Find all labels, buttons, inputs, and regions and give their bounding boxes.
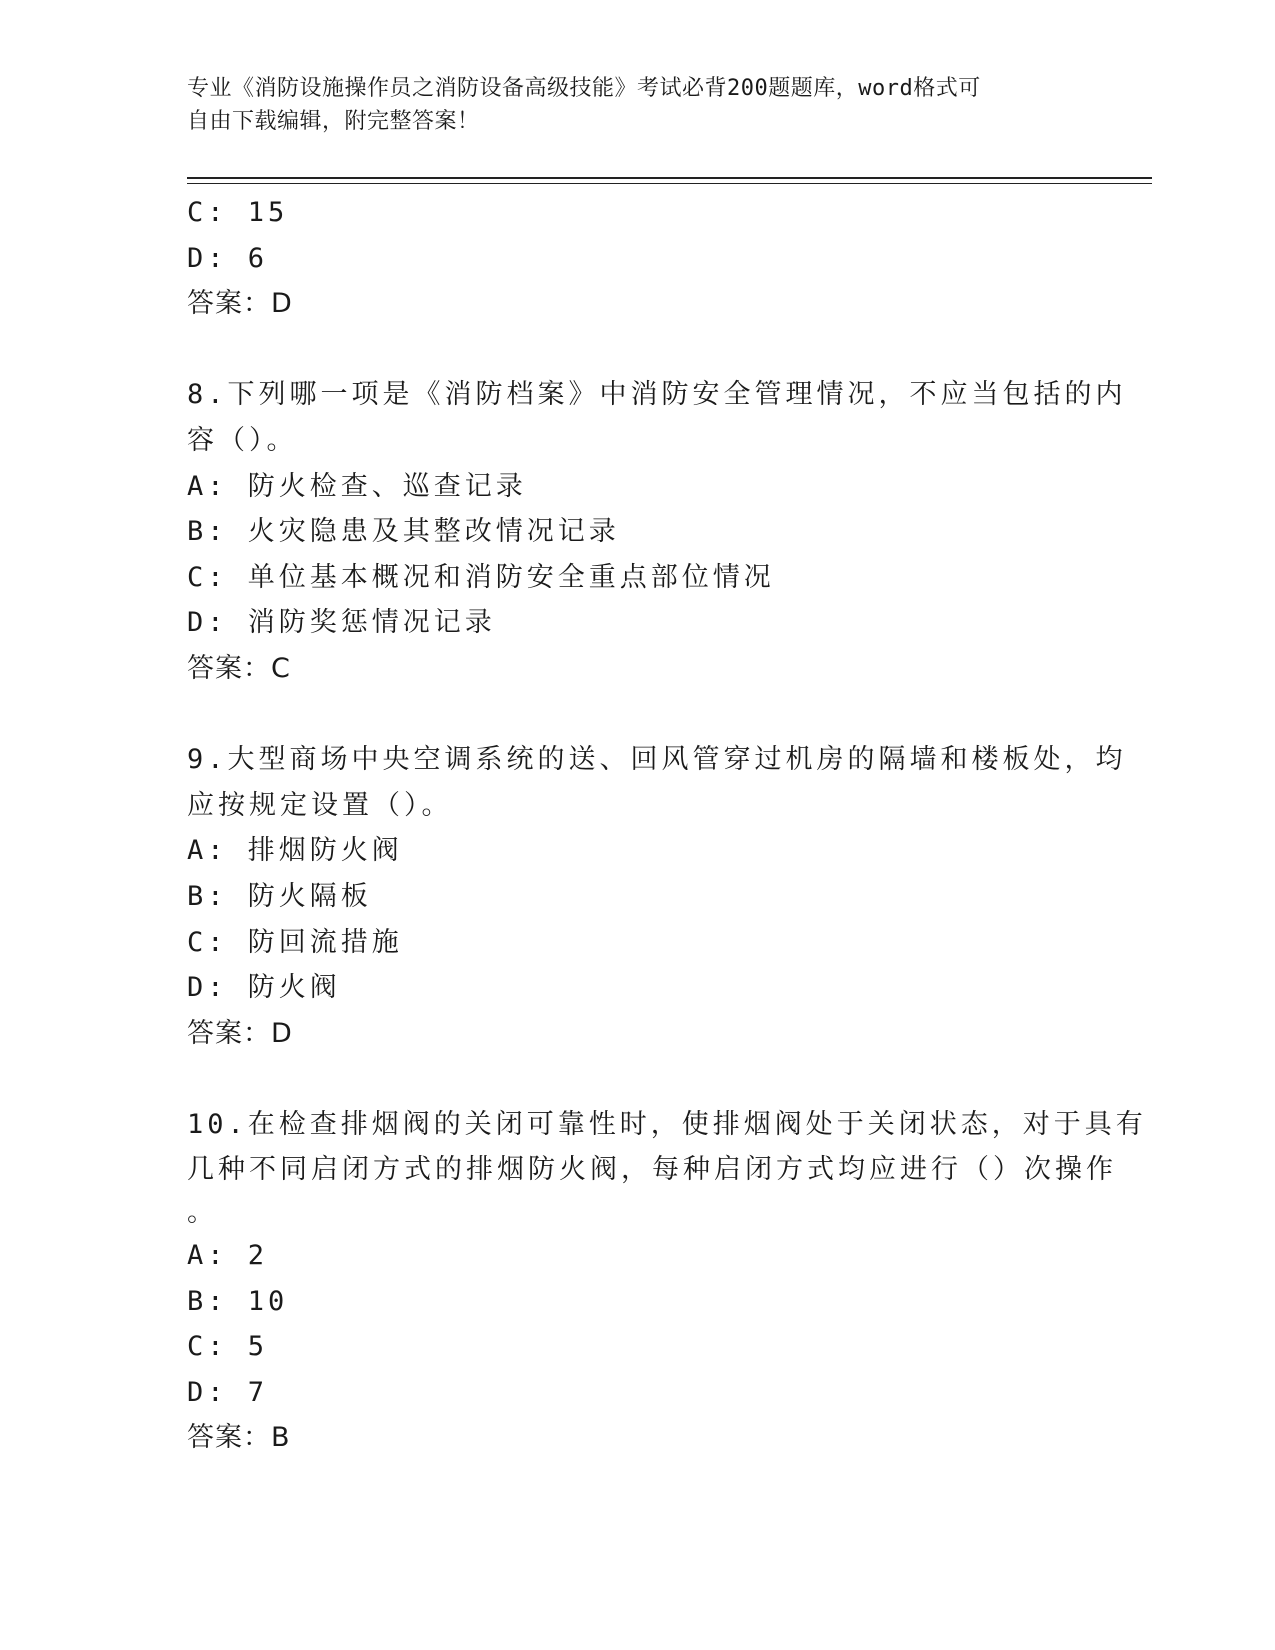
option-d: D: 消防奖惩情况记录 <box>187 607 496 639</box>
option-c: C: 15 <box>187 197 289 228</box>
answer-line: 答案：C <box>187 652 291 684</box>
answer-line: 答案：D <box>187 1017 293 1049</box>
question-stem-line: 容（）。 <box>187 424 298 456</box>
option-b: B: 火灾隐患及其整改情况记录 <box>187 516 620 548</box>
option-d: D: 7 <box>187 1376 269 1408</box>
header-divider-thick <box>187 177 1152 179</box>
option-d: D: 防火阀 <box>187 972 341 1004</box>
question-7-continued <box>187 190 1087 327</box>
question-list <box>187 190 1147 1461</box>
question-8 <box>187 372 1127 691</box>
question-stem-line: 9.大型商场中央空调系统的送、回风管穿过机房的隔墙和楼板处，均 <box>187 744 1127 776</box>
option-a: A: 排烟防火阀 <box>187 835 403 867</box>
question-9 <box>187 737 1127 1056</box>
question-stem-line: 10.在检查排烟阀的关闭可靠性时，使排烟阀处于关闭状态，对于具有 <box>187 1108 1147 1140</box>
question-stem-line: 应按规定设置（）。 <box>187 789 453 821</box>
spacer <box>187 692 1087 738</box>
header-divider-thin <box>187 183 1152 184</box>
option-b: B: 防火隔板 <box>187 880 372 912</box>
option-a: A: 2 <box>187 1240 269 1272</box>
option-d: D: 6 <box>187 242 269 274</box>
question-stem-line: 。 <box>187 1197 214 1229</box>
option-b: B: 10 <box>187 1285 289 1317</box>
spacer <box>187 1056 1087 1102</box>
option-a: A: 防火检查、巡查记录 <box>187 470 527 502</box>
header-title-line-1: 专业《消防设施操作员之消防设备高级技能》考试必背200题题库，word格式可 <box>187 76 981 101</box>
option-c: C: 5 <box>187 1331 269 1363</box>
question-stem-line: 几种不同启闭方式的排烟防火阀，每种启闭方式均应进行（）次操作 <box>187 1154 1117 1186</box>
header-title-line-2: 自由下载编辑，附完整答案！ <box>187 109 480 134</box>
question-10 <box>187 1102 1147 1461</box>
option-c: C: 单位基本概况和消防安全重点部位情况 <box>187 561 775 593</box>
question-stem-line: 8.下列哪一项是《消防档案》中消防安全管理情况，不应当包括的内 <box>187 379 1127 411</box>
answer-line: 答案：B <box>187 1422 291 1454</box>
option-c: C: 防回流措施 <box>187 926 403 958</box>
spacer <box>187 327 1087 373</box>
answer-line: 答案：D <box>187 288 293 320</box>
document-header <box>187 72 1067 138</box>
